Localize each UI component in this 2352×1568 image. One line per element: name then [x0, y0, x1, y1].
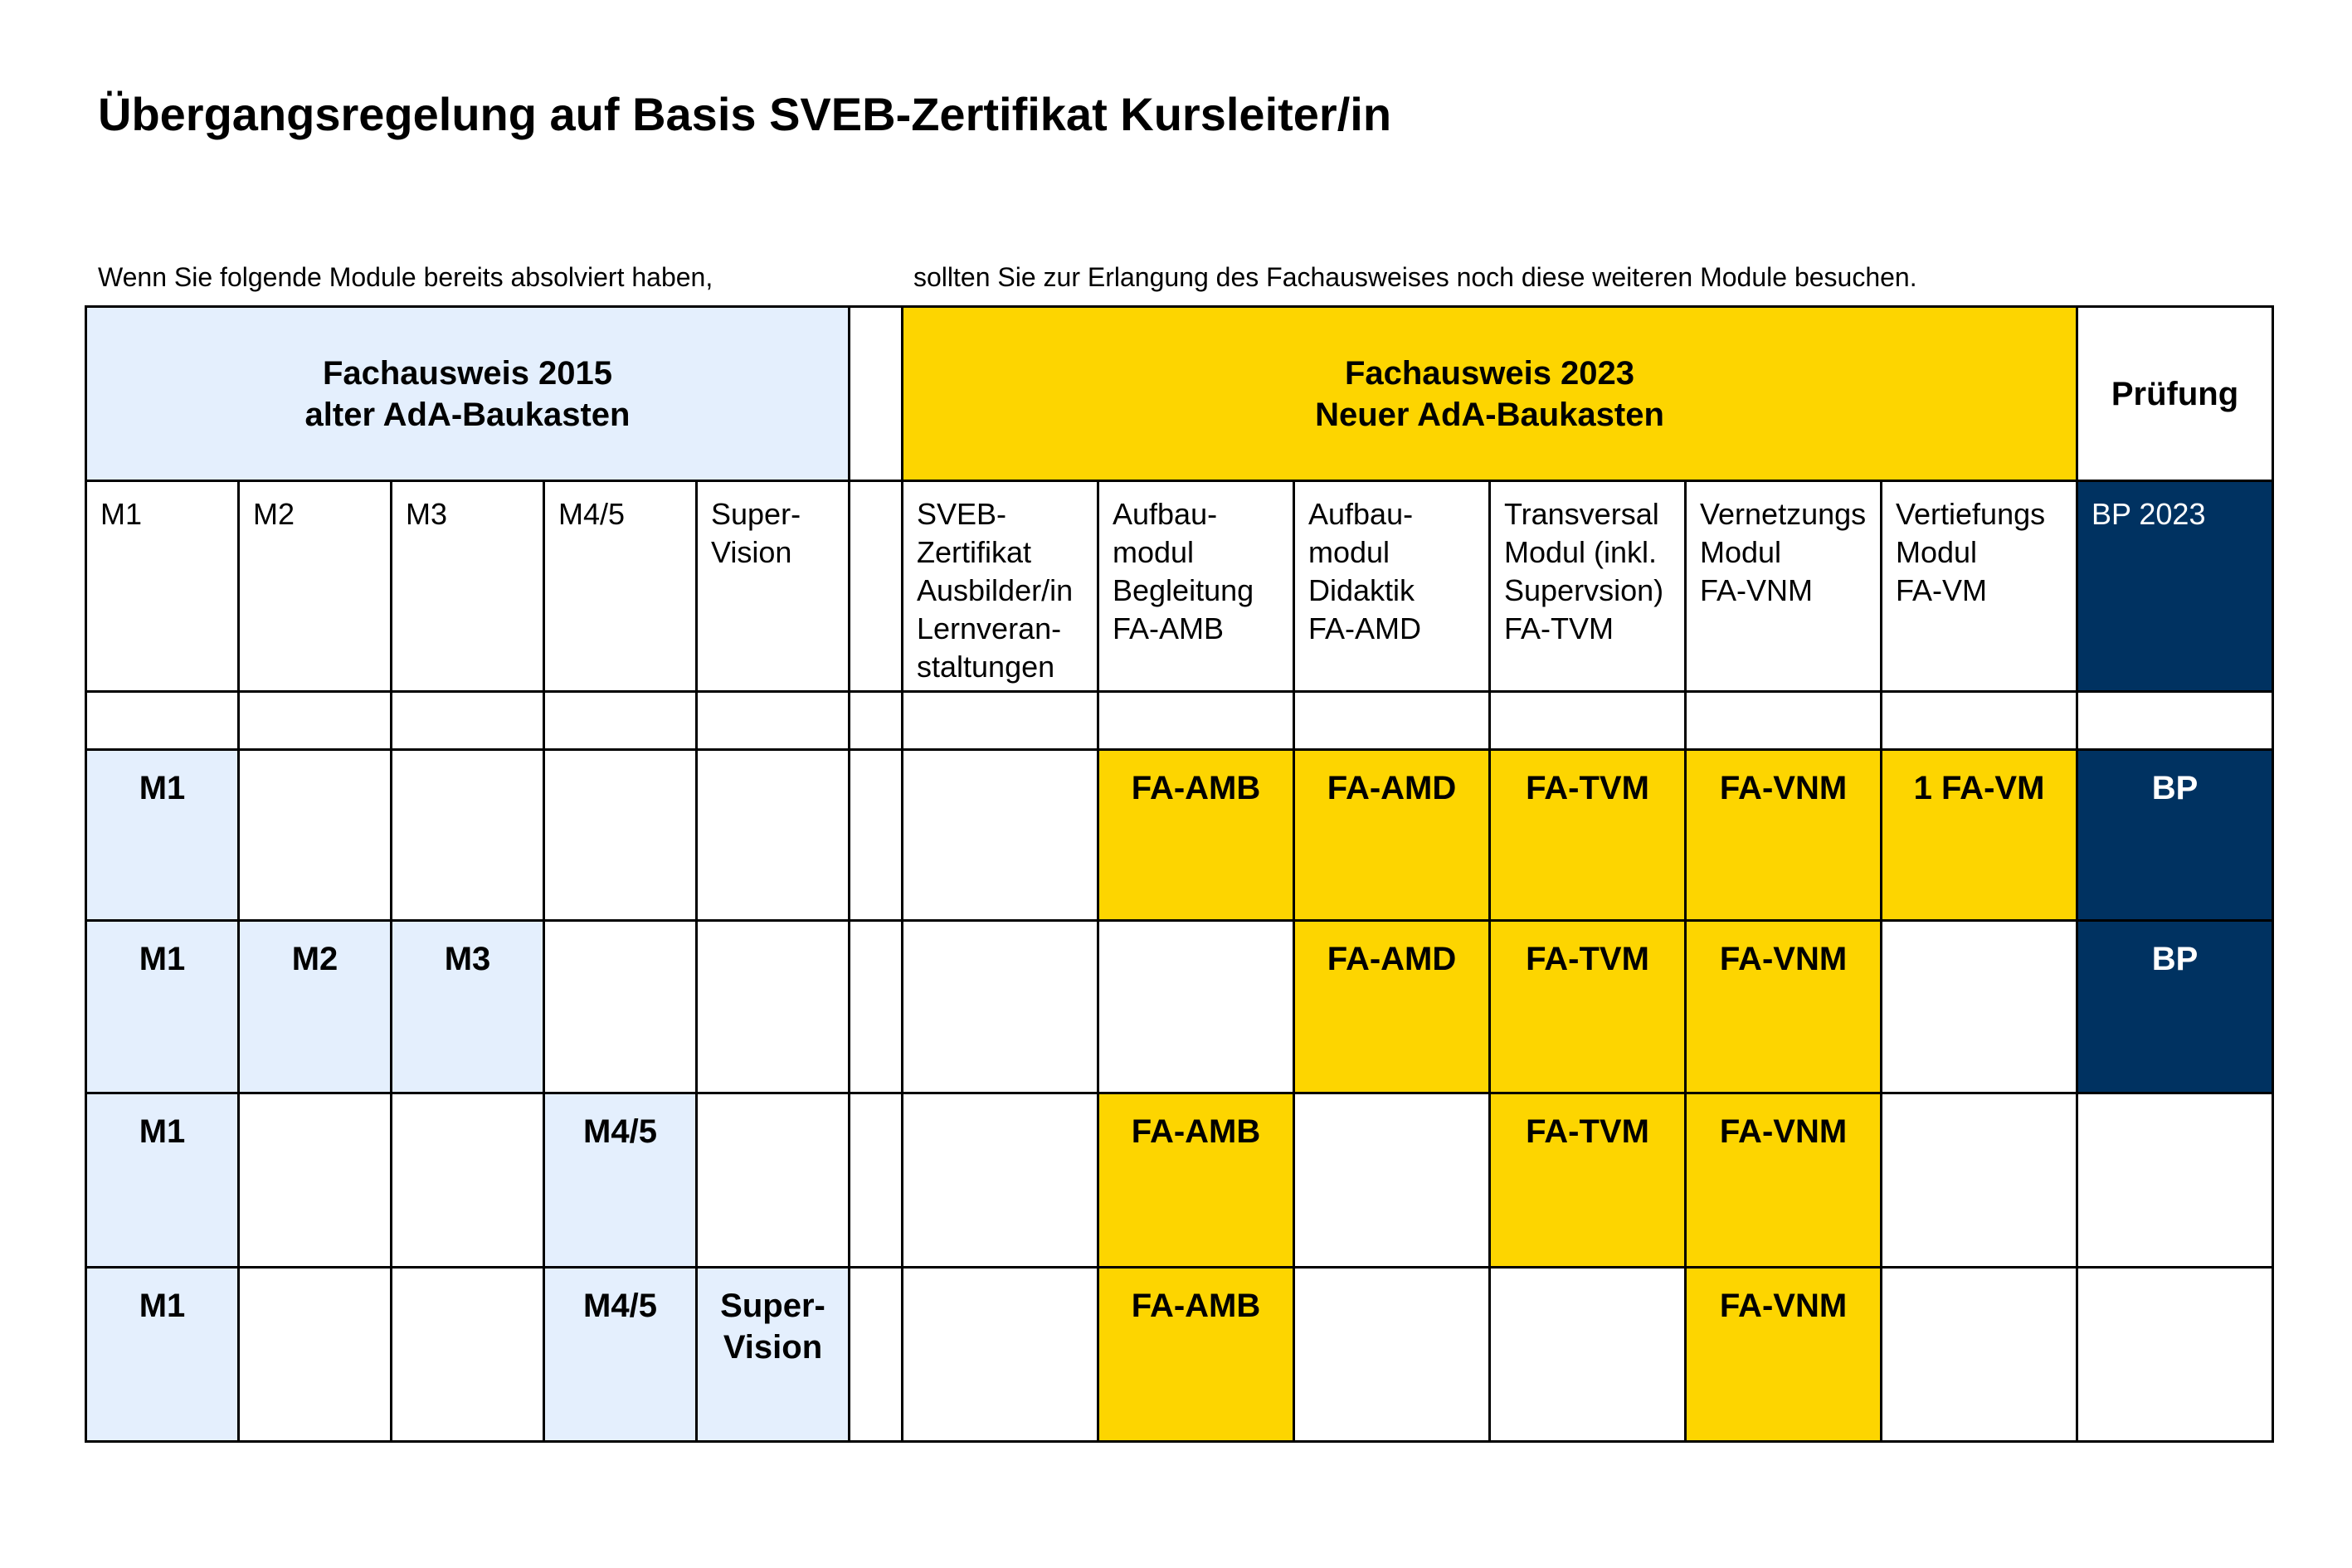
table-cell — [903, 750, 1098, 921]
table-cell — [903, 921, 1098, 1093]
empty-cell — [850, 692, 903, 750]
table-cell: FA-VNM — [1686, 1093, 1882, 1268]
table-cell — [850, 1093, 903, 1268]
table-cell — [850, 1268, 903, 1442]
table-cell — [392, 1093, 544, 1268]
intro-completed-modules: Wenn Sie folgende Module bereits absolviert haben, — [98, 262, 713, 292]
table-cell — [1882, 921, 2077, 1093]
table-cell: M4/5 — [544, 1093, 697, 1268]
column-header: BP 2023 — [2077, 481, 2273, 692]
table-cell: FA-AMD — [1294, 750, 1490, 921]
table-cell — [850, 750, 903, 921]
table-cell — [903, 1093, 1098, 1268]
group-old-line1: Fachausweis 2015 — [322, 354, 613, 392]
table-cell: M1 — [86, 1093, 239, 1268]
table-row — [86, 921, 2273, 1093]
empty-cell — [1098, 692, 1294, 750]
group-header-row — [86, 307, 2273, 481]
group-header-old — [86, 307, 850, 481]
group-old-line2: alter AdA-Baukasten — [304, 396, 631, 433]
table-cell — [239, 1093, 392, 1268]
group-new-line1: Fachausweis 2023 — [1344, 354, 1635, 392]
column-header: Transversal Modul (inkl. Supervsion) FA-TVM — [1490, 481, 1686, 692]
table-cell: FA-AMB — [1098, 1268, 1294, 1442]
table-cell — [903, 1268, 1098, 1442]
column-header: M2 — [239, 481, 392, 692]
table-cell: FA-AMD — [1294, 921, 1490, 1093]
transition-table — [85, 305, 2274, 1443]
table-row — [86, 1093, 2273, 1268]
column-header — [850, 481, 903, 692]
empty-cell — [86, 692, 239, 750]
table-cell — [1294, 1093, 1490, 1268]
column-header: Aufbau- modul Begleitung FA-AMB — [1098, 481, 1294, 692]
table-cell: BP — [2077, 750, 2273, 921]
empty-cell — [1294, 692, 1490, 750]
empty-cell — [239, 692, 392, 750]
table-row — [86, 1268, 2273, 1442]
table-cell: M3 — [392, 921, 544, 1093]
empty-cell — [544, 692, 697, 750]
table-cell — [850, 921, 903, 1093]
table-cell: FA-AMB — [1098, 1093, 1294, 1268]
table-cell: M4/5 — [544, 1268, 697, 1442]
table-cell: FA-TVM — [1490, 921, 1686, 1093]
table-cell: FA-TVM — [1490, 1093, 1686, 1268]
table-cell — [697, 750, 850, 921]
table-cell: FA-TVM — [1490, 750, 1686, 921]
table-cell — [2077, 1093, 2273, 1268]
column-header: Vertiefungs Modul FA-VM — [1882, 481, 2077, 692]
table-cell — [697, 1093, 850, 1268]
table-cell — [1882, 1093, 2077, 1268]
table-cell — [1882, 1268, 2077, 1442]
column-header: M1 — [86, 481, 239, 692]
spacer-cell — [850, 307, 903, 481]
group-header-exam — [2077, 307, 2273, 481]
column-header: Vernetzungs Modul FA-VNM — [1686, 481, 1882, 692]
column-header: M3 — [392, 481, 544, 692]
table-cell: FA-VNM — [1686, 750, 1882, 921]
table-cell: 1 FA-VM — [1882, 750, 2077, 921]
table-cell — [1294, 1268, 1490, 1442]
table-cell — [239, 750, 392, 921]
column-header-row — [86, 481, 2273, 692]
table-cell: M1 — [86, 1268, 239, 1442]
empty-cell — [903, 692, 1098, 750]
group-header-new — [903, 307, 2077, 481]
table-cell — [544, 921, 697, 1093]
group-new-line2: Neuer AdA-Baukasten — [1315, 396, 1664, 433]
table-cell — [239, 1268, 392, 1442]
table-cell: M1 — [86, 750, 239, 921]
table-cell: FA-VNM — [1686, 921, 1882, 1093]
column-header: SVEB- Zertifikat Ausbilder/in Lernveran- staltungen — [903, 481, 1098, 692]
empty-cell — [2077, 692, 2273, 750]
empty-row — [86, 692, 2273, 750]
column-header: Aufbau- modul Didaktik FA-AMD — [1294, 481, 1490, 692]
table-cell — [2077, 1268, 2273, 1442]
page-title: Übergangsregelung auf Basis SVEB-Zertifikat Kursleiter/in — [98, 88, 1392, 140]
table-cell: Super- Vision — [697, 1268, 850, 1442]
intro-required-modules: sollten Sie zur Erlangung des Fachausweises noch diese weiteren Module besuchen. — [913, 262, 1917, 292]
table-cell — [544, 750, 697, 921]
empty-cell — [1686, 692, 1882, 750]
table-cell — [697, 921, 850, 1093]
column-header: Super- Vision — [697, 481, 850, 692]
empty-cell — [697, 692, 850, 750]
empty-cell — [1882, 692, 2077, 750]
table-cell: FA-VNM — [1686, 1268, 1882, 1442]
column-header: M4/5 — [544, 481, 697, 692]
table-cell — [1490, 1268, 1686, 1442]
empty-cell — [392, 692, 544, 750]
table-cell — [392, 1268, 544, 1442]
group-exam-label: Prüfung — [2111, 375, 2239, 412]
empty-cell — [1490, 692, 1686, 750]
table-cell: M2 — [239, 921, 392, 1093]
table-cell — [392, 750, 544, 921]
table-row — [86, 750, 2273, 921]
table-cell: FA-AMB — [1098, 750, 1294, 921]
table-cell — [1098, 921, 1294, 1093]
table-cell: BP — [2077, 921, 2273, 1093]
table-cell: M1 — [86, 921, 239, 1093]
